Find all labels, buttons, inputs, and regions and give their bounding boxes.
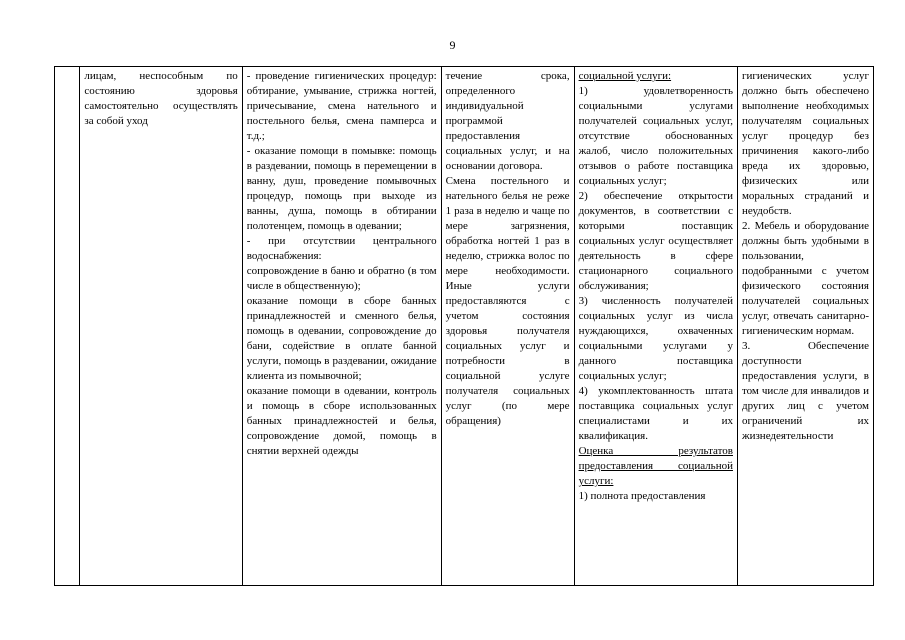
cell-text: - при отсутствии центрального водоснабжения: [246, 235, 437, 262]
cell-text: 1) полнота предоставления [578, 490, 706, 502]
cell-text: - проведение гигиенических процедур: обтирание, умывание, стрижка ногтей, причесывание, смена нательного и постельного белья, смена памперса и т.д.; [246, 70, 437, 142]
services-table [54, 66, 874, 586]
cell-text: Оценка результатов предоставления социальной услуги: [578, 445, 733, 487]
cell-text: оказание помощи в сборе банных принадлежностей и сменного белья, помощь в одевании, сопровождение до бани, содействие в оплате банной услуги, помощь в раздевании, ожидание клиента из помывочной; [246, 295, 437, 382]
cell-text: 1) удовлетворенность социальными услугами получателей социальных услуг, отсутствие обоснованных жалоб, число положительных отзывов о работе поставщика социальных услуг; [578, 85, 733, 187]
cell-text: - оказание помощи в помывке: помощь в раздевании, помощь в перемещении в ванну, душ, проведение помывочных процедур, помощь при выходе из ванны, душа, помощь в обтирании полотенцем, помощь в одевании; [246, 145, 437, 232]
cell-text: 2) обеспечение открытости документов, в соответствии с которыми поставщик социальных услуг осуществляет деятельность в сфере стационарного социального обслуживания; [578, 190, 733, 292]
cell-text: течение срока, определенного индивидуальной программой предоставления социальных услуг, и на основании договора. [445, 70, 570, 172]
cell-text: лицам, неспособным по состоянию здоровья самостоятельно осуществлять за собой уход [84, 70, 238, 127]
table-cell-quality-indicators [574, 67, 737, 586]
table-cell-index [55, 67, 80, 586]
cell-text: социальной услуги: [578, 70, 672, 82]
cell-text: гигиенических услуг должно быть обеспечено выполнение необходимых получателям социальных услуг процедур без причинения какого-либо вреда их здоровью, физических или моральных страданий и неудобств. [741, 70, 869, 217]
cell-text: 3. Обеспечение доступности предоставления услуги, в том числе для инвалидов и других лиц с учетом ограничений их жизнедеятельности [741, 340, 869, 442]
cell-text: Смена постельного и нательного белья не реже 1 раза в неделю и чаще по мере загрязнения, обработка ногтей 1 раз в неделю, стрижка волос по мере необходимости. Иные услуги предоставляются с учетом состояния здоровья получателя социальных услуг и потребности в социальной услуге получателя социальных услуг (по мере обращения) [445, 175, 570, 427]
cell-text: 3) численность получателей социальных услуг из числа нуждающихся, охваченных социальными услугами у данного поставщика социальных услуг; [578, 295, 733, 382]
table-cell-service-content [242, 67, 441, 586]
table-cell-service-terms [441, 67, 574, 586]
cell-text: сопровождение в баню и обратно (в том числе в общественную); [246, 265, 437, 292]
page-number: 9 [449, 38, 456, 52]
table-cell-conditions [737, 67, 873, 586]
cell-text: 2. Мебель и оборудование должны быть удобными в пользовании, подобранными с учетом физического состояния получателей социальных услуг, отвечать санитарно-гигиеническим нормам. [741, 220, 869, 337]
cell-text: 4) укомплектованность штата поставщика социальных услуг специалистами и их квалификация. [578, 385, 733, 442]
table-row [55, 67, 874, 586]
table-cell-recipients [80, 67, 242, 586]
cell-text: оказание помощи в одевании, контроль и помощь в сборе использованных банных принадлежностей и белья, сопровождение домой, помощь в снятии верхней одежды [246, 385, 437, 457]
